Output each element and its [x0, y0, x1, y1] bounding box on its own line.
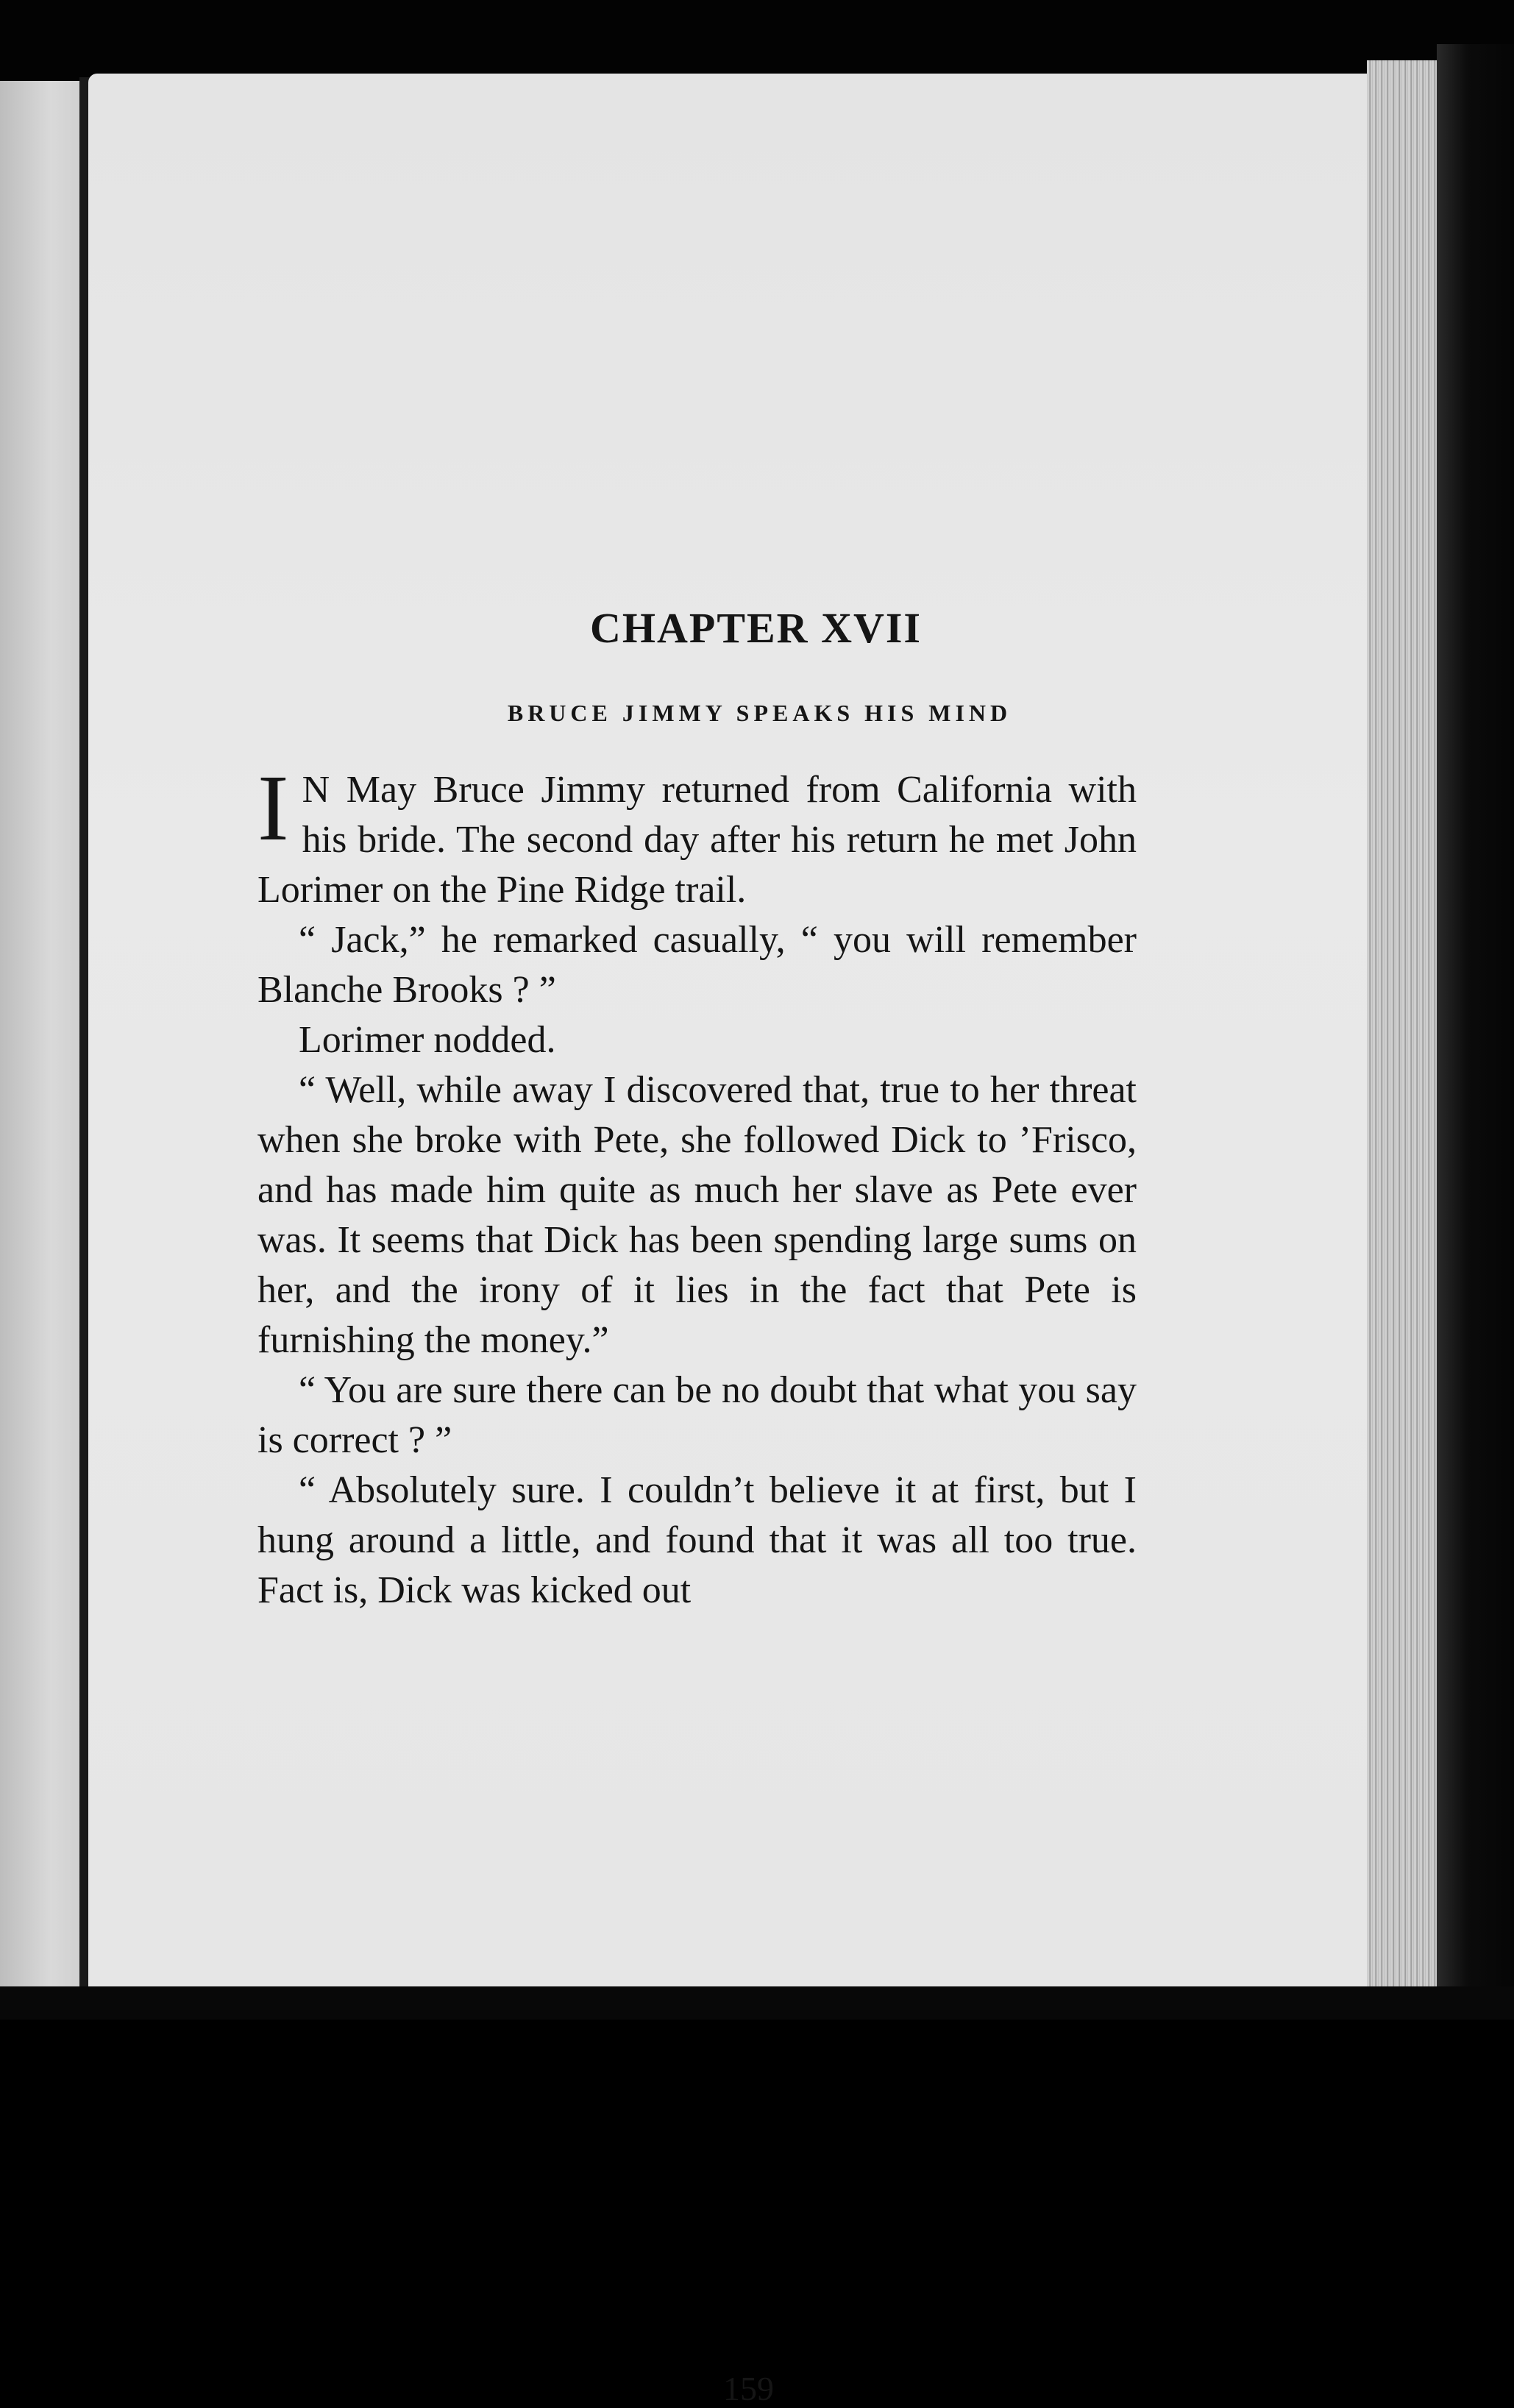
- paragraph: [257, 1466, 1137, 1616]
- paragraph-text: “ Jack,” he remarked casually, “ you will remember Blanche Brooks ? ”: [257, 919, 1137, 1011]
- paragraph: [257, 1015, 1137, 1065]
- bottom-shadow: [0, 1986, 1514, 2020]
- drop-cap: I: [257, 756, 289, 860]
- paragraph: [257, 1365, 1137, 1466]
- chapter-title: CHAPTER XVII: [590, 604, 922, 652]
- paragraph-text: “ Well, while away I discovered that, true to her threat when she broke with Pete, she followed Dick to ’Frisco, and has made him quite as much her slave as Pete ever was. It seems that Dick has been spending large sums on her, and the irony of it lies in the fact that Pete is furnishing the money.”: [257, 1069, 1137, 1361]
- paragraph: [257, 915, 1137, 1015]
- paragraph: [257, 756, 1137, 915]
- paragraph-text: “ Absolutely sure. I couldn’t believe it at first, but I hung around a little, and found that it was all too true. Fact is, Dick was kicked out: [257, 1469, 1137, 1611]
- background-shadow: [1437, 44, 1514, 2020]
- previous-page-edge: [0, 81, 85, 1986]
- page-fore-edge: [1367, 60, 1437, 1992]
- paragraph-text: “ You are sure there can be no doubt that what you say is correct ? ”: [257, 1369, 1137, 1461]
- paragraph-text: Lorimer nodded.: [299, 1019, 556, 1061]
- paragraph: [257, 1065, 1137, 1365]
- page-number: 159: [723, 2370, 774, 2407]
- paragraph-text: N May Bruce Jimmy returned from California with his bride. The second day after his return he met John Lorimer on the Pine Ridge trail.: [257, 769, 1137, 911]
- chapter-subtitle: BRUCE JIMMY SPEAKS HIS MIND: [507, 700, 1012, 726]
- page-text-block: [257, 603, 1137, 2407]
